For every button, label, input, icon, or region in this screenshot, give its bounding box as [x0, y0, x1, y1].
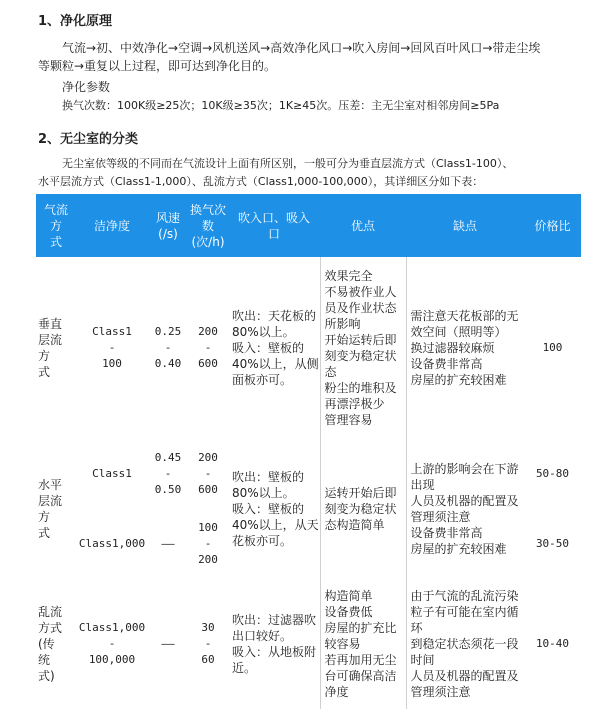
header-inlet: 吹入口、吸入 口	[228, 194, 320, 257]
cell-price	[524, 439, 581, 579]
cell-cleanliness: Class1 - 100	[92, 325, 132, 370]
header-speed: 风速 (/s)	[148, 194, 188, 257]
cell-air-changes	[188, 439, 228, 579]
table-row-vertical	[36, 257, 581, 439]
section1-heading: 1、净化原理	[38, 14, 113, 29]
section2-heading: 2、无尘室的分类	[38, 132, 139, 147]
cell-pros: 效果完全 不易被作业人 员及作业状态 所影响 开始运转后即 刻变为稳定状 态 粉尘的堆积及 再漂浮极少 管理容易	[320, 257, 406, 439]
cell-air-changes-a: 200 - 600	[198, 451, 218, 496]
table-row-horizontal	[36, 439, 581, 579]
cell-air-changes: 30 - 60	[201, 621, 215, 666]
cell-pros: 构造简单 设备费低 房屋的扩充比 较容易 若再加用无尘 台可确保高洁 净度	[320, 579, 406, 709]
table-header-row	[36, 194, 581, 257]
cell-speed: 0.25 - 0.40	[154, 325, 182, 370]
cell-speed-b: ——	[161, 537, 175, 550]
header-cleanliness: 洁净度	[76, 194, 148, 257]
params-line: 换气次数：100K级≥25次；10K级≥35次；1K≥45次。压差：主无尘室对相邻房间≥5Pa	[62, 99, 500, 112]
intro-line-1: 无尘室依等级的不同而在气流设计上面有所区别，一般可分为垂直层流方式（Class1-100）、	[62, 157, 514, 170]
cell-cons: 由于气流的乱流污染 粒子有可能在室内循 环 到稳定状态须花一段 时间 人员及机器的配置及 管理须注意	[406, 579, 524, 709]
cell-cons: 上游的影响会在下游 出现 人员及机器的配置及 管理须注意 设备费非常高 房屋的扩充较困难	[406, 439, 524, 579]
cell-cleanliness-a: Class1	[92, 467, 132, 480]
cell-type: 垂直 层流 方 式	[38, 317, 63, 379]
cell-air-changes: 200 - 600	[198, 325, 218, 370]
cell-type: 乱流 方式 (传 统 式)	[38, 605, 63, 683]
cell-pros: 运转开始后即 刻变为稳定状 态构造简单	[320, 439, 406, 579]
params-title: 净化参数	[62, 80, 111, 94]
cell-price: 10-40	[535, 637, 570, 650]
cell-speed-a: 0.45 - 0.50	[154, 451, 182, 496]
cell-cleanliness-b: Class1,000	[78, 537, 146, 550]
cell-speed	[148, 439, 188, 579]
cell-type: 水平 层流 方 式	[38, 478, 63, 540]
principle-line-2: 等颗粒→重复以上过程，即可达到净化目的。	[38, 59, 277, 73]
cell-inlet: 吹出：天花板的 80%以上。 吸入：壁板的 40%以上，从侧 面板亦可。	[232, 309, 319, 387]
cell-price-a: 50-80	[535, 467, 570, 480]
cleanroom-table	[36, 194, 581, 709]
cell-cons: 需注意天花板部的无 效空间（照明等） 换过滤器较麻烦 设备费非常高 房屋的扩充较困难	[406, 257, 524, 439]
principle-line-1: 气流→初、中效净化→空调→风机送风→高效净化风口→吹入房间→回风百叶风口→带走尘埃	[62, 41, 541, 55]
header-pros: 优点	[320, 194, 406, 257]
cell-air-changes-b: 100 - 200	[198, 521, 218, 566]
header-type: 气流 方 式	[36, 194, 76, 257]
table-row-turbulent	[36, 579, 581, 709]
cell-cleanliness: Class1,000 - 100,000	[78, 621, 146, 666]
intro-line-2: 水平层流方式（Class1-1,000）、乱流方式（Class1,000-100,000），其详细区分如下表：	[38, 175, 484, 188]
cell-price-b: 30-50	[535, 537, 570, 550]
cell-inlet: 吹出：壁板的 80%以上。 吸入：壁板的 40%以上，从天 花板亦可。	[232, 470, 319, 548]
cell-cleanliness	[76, 439, 148, 579]
cell-price: 100	[542, 341, 563, 354]
cell-inlet: 吹出：过滤器吹 出口较好。 吸入：从地板附 近。	[232, 613, 317, 675]
header-price: 价格比	[524, 194, 581, 257]
header-cons: 缺点	[406, 194, 524, 257]
header-air-changes: 换气次 数 (次/h)	[188, 194, 228, 257]
cell-speed: ——	[161, 637, 175, 650]
